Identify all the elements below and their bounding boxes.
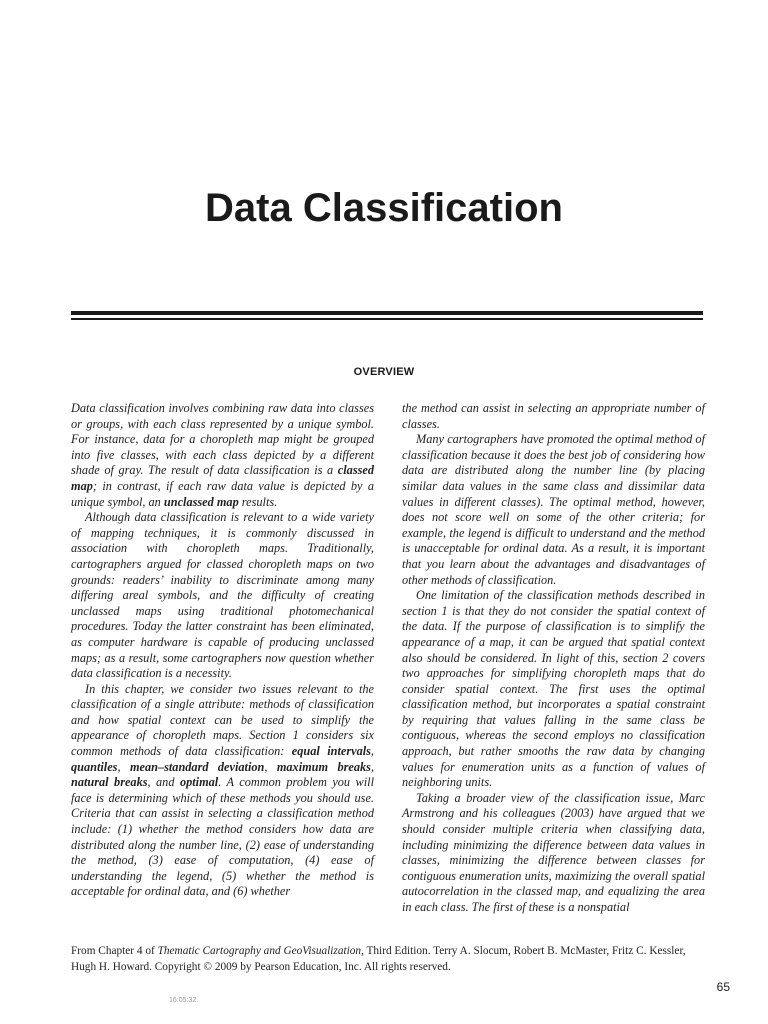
- text-run: ,: [370, 759, 375, 774]
- paragraph: [71, 682, 374, 900]
- key-term: natural breaks: [71, 775, 148, 790]
- text-run: ; in contrast, if each raw data value is depicted by a unique symbol, an: [71, 478, 374, 509]
- footnote-suffix: , Third Edition. Terry A. Slocum, Robert B. McMaster, Fritz C. Kessler, Hugh H. Howard. Copyright © 2009 by Pearson Education, Inc. All rights reserved.: [71, 945, 686, 973]
- paragraph: Although data classification is relevant to a wide variety of mapping techniques, it is commonly discussed in association with choropleth maps. Traditionally, cartographers argued for classed choropleth maps on two grounds: readers’ inability to discriminate among many differing areal symbols, and the difficulty of creating unclassed maps using traditional photomechanical procedures. Today the latter constraint has been eliminated, as computer hardware is capable of producing unclassed maps; as a result, some cartographers now question whether data classification is a necessity.: [71, 510, 374, 681]
- key-term: mean–standard deviation: [129, 759, 265, 774]
- text-run: results.: [238, 494, 278, 509]
- key-term: quantiles: [71, 759, 118, 774]
- footnote-prefix: From Chapter 4 of: [71, 945, 158, 957]
- text-run: . A common problem you will face is determining which of these methods you should use. Criteria that can assist in selecting a classification method include: (1) whether the method considers how data are distributed along the number line, (2) ease of understanding the method, (3) ease of computation, (4) ease of understanding the legend, (5) whether the method is acceptable for ordinal data, and (6) whether: [71, 775, 374, 899]
- key-term: unclassed map: [163, 494, 239, 509]
- right-column: [402, 401, 705, 916]
- book-title: Thematic Cartography and GeoVisualization: [157, 945, 362, 957]
- title-rule-thin: [71, 318, 703, 320]
- paragraph: Taking a broader view of the classification issue, Marc Armstrong and his colleagues (2003) have argued that we should consider multiple criteria when classifying data, including minimizing the difference between data values in classes, minimizing the difference between classes for contiguous enumeration units, maximizing the overall spatial autocorrelation in the classed map, and equalizing the area in each class. The first of these is a nonspatial: [402, 790, 705, 914]
- paragraph: [71, 401, 374, 510]
- key-term: equal intervals: [291, 744, 371, 759]
- left-column: [71, 401, 374, 900]
- key-term: classed map: [71, 463, 374, 493]
- chapter-title: Data Classification: [205, 186, 563, 230]
- title-rule-thick: [71, 311, 703, 315]
- page-number: 65: [716, 980, 730, 994]
- print-stamp: 16:05:32.: [169, 997, 199, 1004]
- text-run: Data classification involves combining raw data into classes or groups, with each class represented by a unique symbol. For instance, data for a choropleth map might be grouped into five classes, with each class depicted by a different shade of gray. The result of data classification is a: [71, 401, 374, 478]
- paragraph: the method can assist in selecting an appropriate number of classes.: [402, 401, 705, 431]
- text-run: ,: [264, 759, 277, 774]
- key-term: optimal: [179, 775, 219, 790]
- text-run: , and: [147, 775, 180, 790]
- text-run: ,: [370, 744, 374, 759]
- paragraph: One limitation of the classification methods described in section 1 is that they do not consider the spatial context of the data. If the purpose of classification is to simplify the appearance of a map, it can be argued that spatial context also should be considered. In light of this, section 2 covers two approaches for simplifying choropleth maps that do consider spatial context. The first uses the optimal classification method, but incorporates a spatial constraint by requiring that values falling in the same class be contiguous, whereas the second employs no classification approach, but rather smooths the raw data by changing values for enumeration units as a function of values of neighboring units.: [402, 588, 705, 790]
- text-run: In this chapter, we consider two issues relevant to the classification of a single attribute: methods of classification and how spatial context can be used to simplify the appearance of choropleth maps. Section 1 considers six common methods of data classification:: [71, 681, 374, 759]
- paragraph: Many cartographers have promoted the optimal method of classification because it does the best job of considering how data are distributed along the number line (by placing similar data values in the same class and dissimilar data values in different classes). The optimal method, however, does not score well on some of the other criteria; for example, the legend is difficult to understand and the method is unacceptable for ordinal data. As a result, it is important that you learn about the advantages and disadvantages of other methods of classification.: [402, 432, 705, 587]
- key-term: maximum breaks: [276, 759, 371, 774]
- source-footnote: [71, 943, 711, 975]
- text-run: ,: [117, 759, 130, 774]
- section-heading: OVERVIEW: [353, 366, 415, 378]
